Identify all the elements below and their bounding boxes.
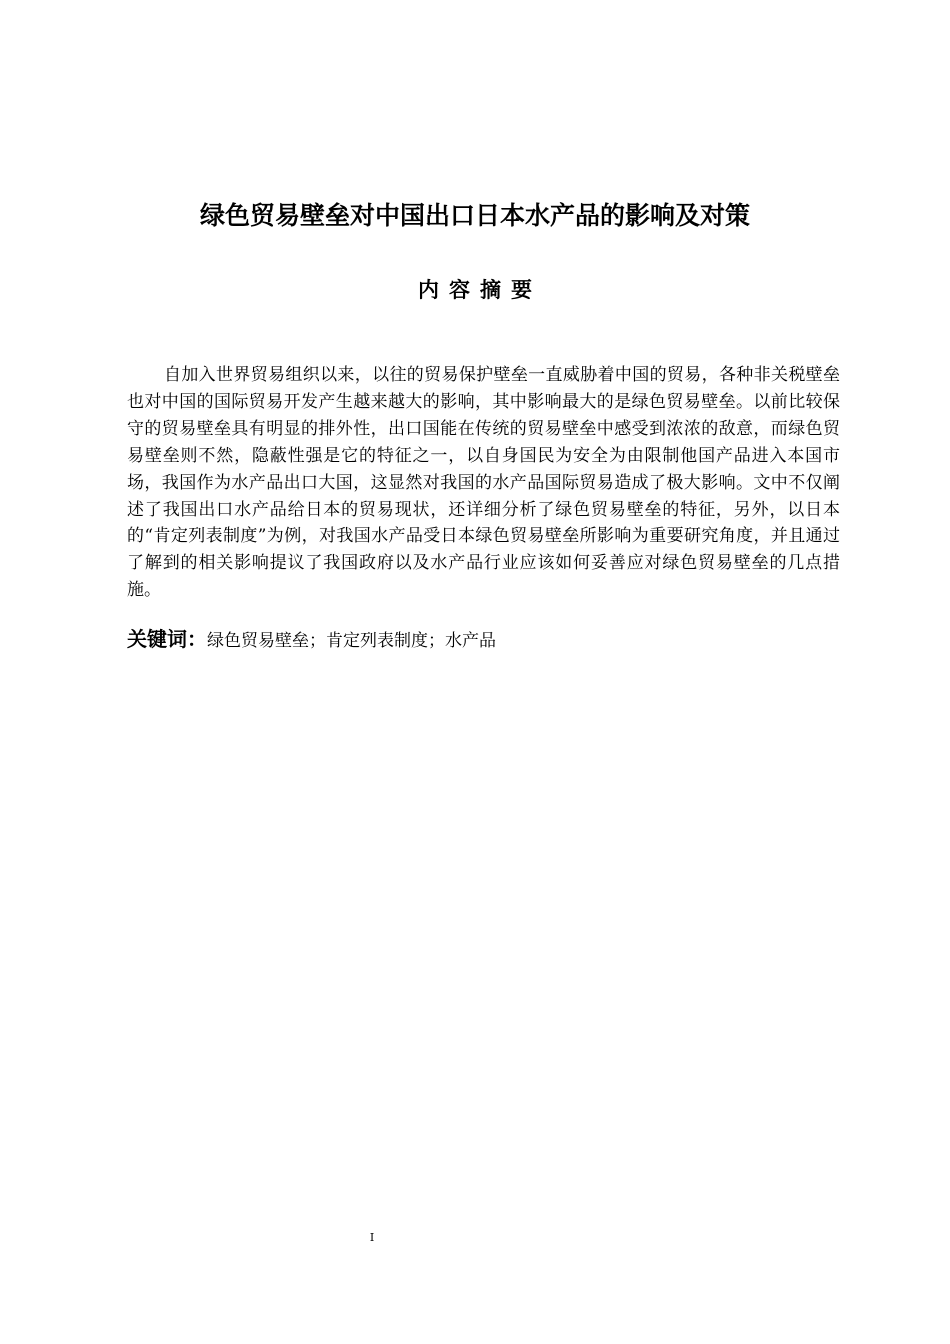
page-number: I <box>369 1231 375 1244</box>
keywords-line <box>127 624 840 656</box>
document-title: 绿色贸易壁垒对中国出口日本水产品的影响及对策 <box>199 201 750 230</box>
keywords-value: 绿色贸易壁垒；肯定列表制度；水产品 <box>207 631 496 651</box>
abstract-paragraph: 自加入世界贸易组织以来，以往的贸易保护壁垒一直威胁着中国的贸易，各种非关税壁垒也对中国的国际贸易开发产生越来越大的影响，其中影响最大的是绿色贸易壁垒。以前比较保守的贸易壁垒具有明显的排外性，出口国能在传统的贸易壁垒中感受到浓浓的敌意，而绿色贸易壁垒则不然，隐蔽性强是它的特征之一，以自身国民为安全为由限制他国产品进入本国市场，我国作为水产品出口大国，这显然对我国的水产品国际贸易造成了极大影响。文中不仅阐述了我国出口水产品给日本的贸易现状，还详细分析了绿色贸易壁垒的特征，另外，以日本的“肯定列表制度”为例，对我国水产品受日本绿色贸易壁垒所影响为重要研究角度，并且通过了解到的相关影响提议了我国政府以及水产品行业应该如何妥善应对绿色贸易壁垒的几点措施。 <box>127 365 840 601</box>
abstract-heading: 内容摘要 <box>418 278 542 302</box>
keywords-label: 关键词： <box>127 627 207 651</box>
